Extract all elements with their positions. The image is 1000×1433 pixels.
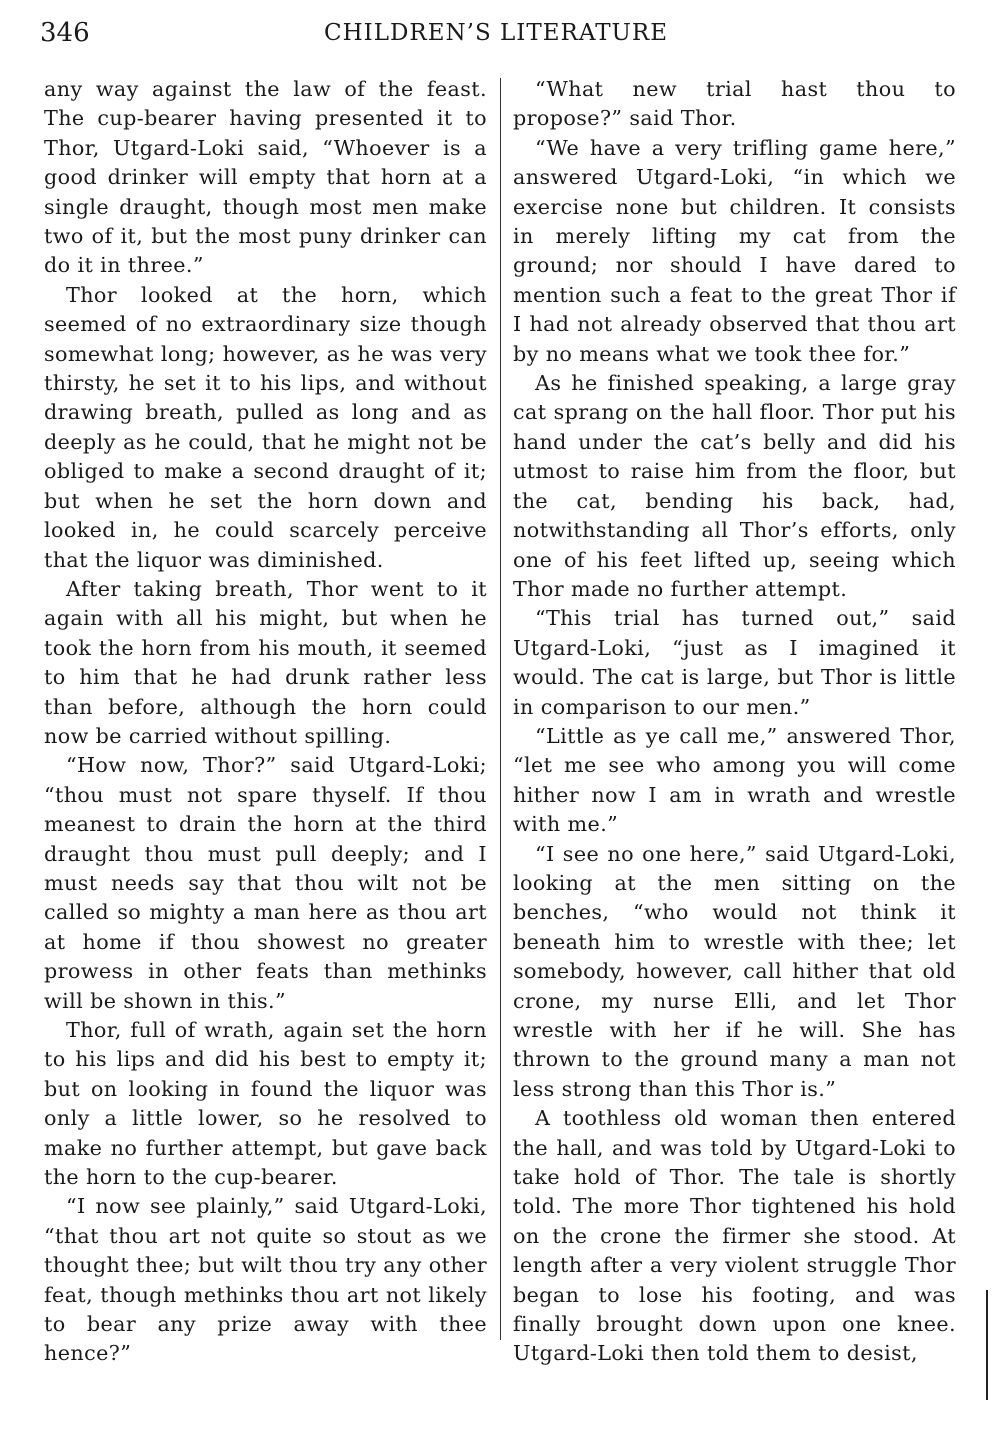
page-edge-mark: [986, 1290, 988, 1400]
paragraph: “I now see plainly,” said Utgard-Loki, “that thou art not quite so stout as we thought thee; but wilt thou try any other feat, though methinks thou art not likely to bear any prize away with thee hence?”: [44, 1194, 487, 1366]
paragraph: “How now, Thor?” said Utgard-Loki; “thou must not spare thyself. If thou meanest to drain the horn at the third draught thou must pull deeply; and I must needs say that thou wilt not be called so mighty a man here as thou art at home if thou showest no greater prowess in other feats than methinks will be shown in this.”: [44, 753, 487, 1013]
paragraph: Thor, full of wrath, again set the horn to his lips and did his best to empty it; but on looking in found the liquor was only a little lower, so he resolved to make no further attempt, but gave back the horn to the cup-bearer.: [44, 1018, 487, 1190]
paragraph: “What new trial hast thou to propose?” said Thor.: [513, 77, 956, 131]
right-column: [513, 75, 956, 1369]
paragraph: any way against the law of the feast. The cup-bearer having presented it to Thor, Utgard-Loki said, “Whoever is a good drinker will empty that horn at a single draught, though most men make two of it, but the most puny drinker can do it in three.”: [44, 77, 487, 278]
column-divider: [500, 78, 501, 1340]
paragraph: As he finished speaking, a large gray cat sprang on the hall floor. Thor put his hand under the cat’s belly and did his utmost to raise him from the floor, but the cat, bending his back, had, notwithstanding all Thor’s efforts, only one of his feet lifted up, seeing which Thor made no further attempt.: [513, 371, 956, 601]
paragraph: “We have a very trifling game here,” answered Utgard-Loki, “in which we exercise none but children. It consists in merely lifting my cat from the ground; nor should I have dared to mention such a feat to the great Thor if I had not already observed that thou art by no means what we took thee for.”: [513, 135, 956, 366]
paragraph: “Little as ye call me,” answered Thor, “let me see who among you will come hither now I am in wrath and wrestle with me.”: [513, 723, 956, 837]
paragraph: A toothless old woman then entered the hall, and was told by Utgard-Loki to take hold of Thor. The tale is shortly told. The more Thor tightened his hold on the crone the firmer she stood. At length after a very violent struggle Thor began to lose his footing, and was finally brought down upon one knee. Utgard-Loki then told them to desist,: [513, 1106, 956, 1366]
paragraph: After taking breath, Thor went to it again with all his might, but when he took the horn from his mouth, it seemed to him that he had drunk rather less than before, although the horn could now be carried without spilling.: [44, 576, 487, 748]
page-number: 346: [40, 18, 90, 48]
left-column: [44, 75, 487, 1369]
page-header: [40, 18, 952, 58]
paragraph: Thor looked at the horn, which seemed of no extraordinary size though somewhat long; however, as he was very thirsty, he set it to his lips, and without drawing breath, pulled as long and as deeply as he could, that he might not be obliged to make a second draught of it; but when he set the horn down and looked in, he could scarcely perceive that the liquor was diminished.: [44, 282, 487, 572]
paragraph: “I see no one here,” said Utgard-Loki, looking at the men sitting on the benches, “who would not think it beneath him to wrestle with thee; let somebody, however, call hither that old crone, my nurse Elli, and let Thor wrestle with her if he will. She has thrown to the ground many a man not less strong than this Thor is.”: [513, 841, 956, 1101]
running-title: CHILDREN’S LITERATURE: [323, 20, 669, 46]
paragraph: “This trial has turned out,” said Utgard-Loki, “just as I imagined it would. The cat is large, but Thor is little in comparison to our men.”: [513, 606, 956, 719]
